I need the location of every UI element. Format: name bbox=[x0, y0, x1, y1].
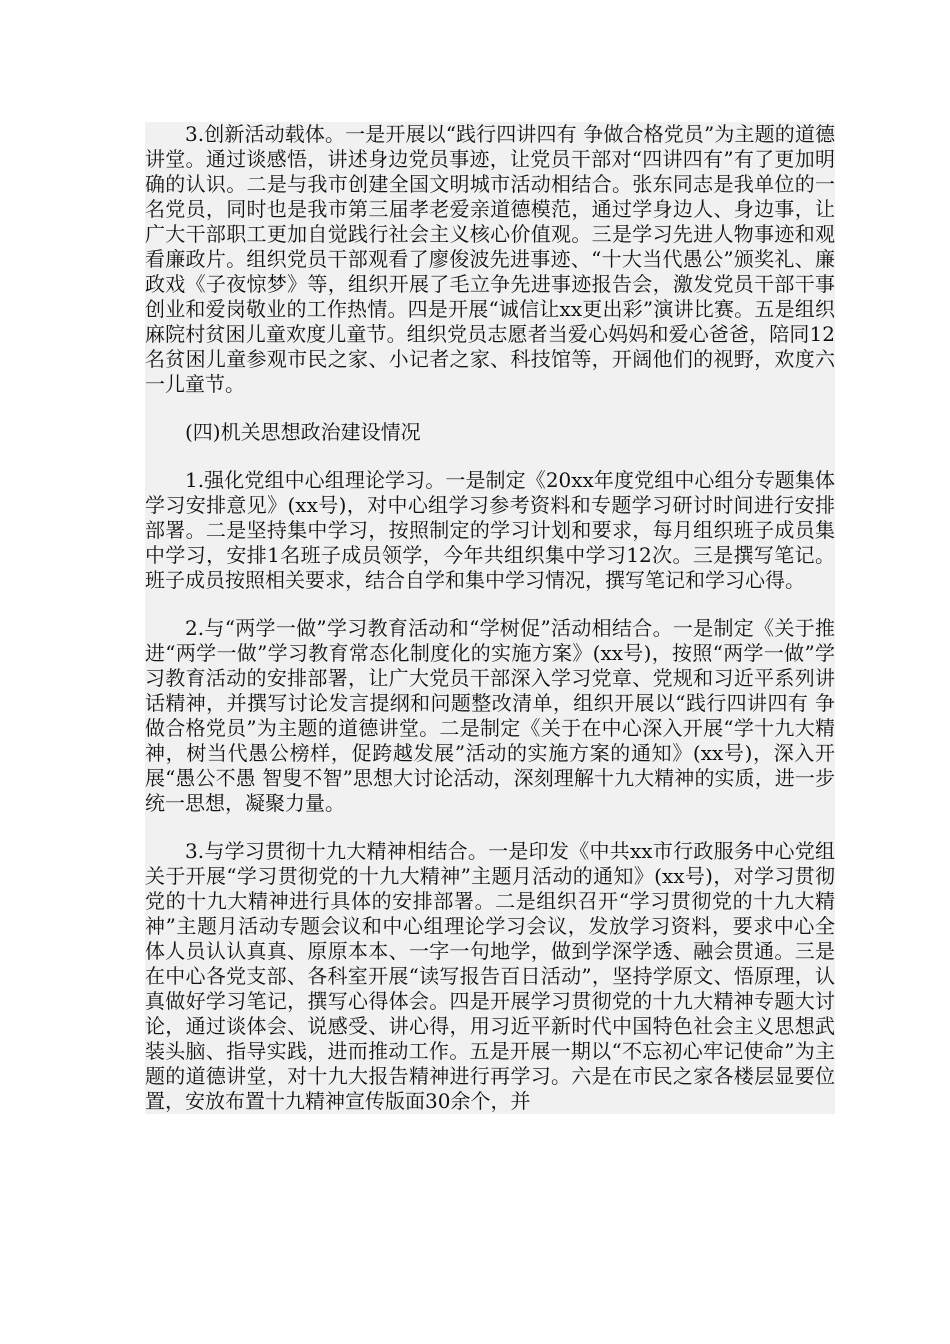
document-body bbox=[145, 122, 835, 1114]
paragraph-spacer bbox=[145, 593, 835, 616]
paragraph-spacer bbox=[145, 445, 835, 468]
paragraph-spacer bbox=[145, 816, 835, 839]
paragraph-theory-study: 1.强化党组中心组理论学习。一是制定《20xx年度党组中心组分专题集体学习安排意见》(xx号)，对中心组学习参考资料和专题学习研讨时间进行安排部署。二是坚持集中学习，按照制定的学习计划和要求，每月组织班子成员集中学习，安排1名班子成员领学，今年共组织集中学习12次。三是撰写笔记。班子成员按照相关要求，结合自学和集中学习情况，撰写笔记和学习心得。 bbox=[145, 468, 835, 592]
paragraph-19th-congress: 3.与学习贯彻十九大精神相结合。一是印发《中共xx市行政服务中心党组关于开展“学习贯彻党的十九大精神”主题月活动的通知》(xx号)，对学习贯彻党的十九大精神进行具体的安排部署。二是组织召开“学习贯彻党的十九大精神”主题月活动专题会议和中心组理论学习会议，发放学习资料，要求中心全体人员认认真真、原原本本、一字一句地学，做到学深学透、融会贯通。三是在中心各党支部、各科室开展“读写报告百日活动”，坚持学原文、悟原理，认真做好学习笔记，撰写心得体会。四是开展学习贯彻党的十九大精神专题大讨论，通过谈体会、说感受、讲心得，用习近平新时代中国特色社会主义思想武装头脑、指导实践，进而推动工作。五是开展一期以“不忘初心牢记使命”为主题的道德讲堂，对十九大报告精神进行再学习。六是在市民之家各楼层显要位置，安放布置十九精神宣传版面30余个，并 bbox=[145, 839, 835, 1113]
paragraph-spacer bbox=[145, 397, 835, 420]
paragraph-two-studies: 2.与“两学一做”学习教育活动和“学树促”活动相结合。一是制定《关于推进“两学一做”学习教育常态化制度化的实施方案》(xx号)，按照“两学一做”学习教育活动的安排部署，让广大党员干部深入学习党章、党规和习近平系列讲话精神，并撰写讨论发言提纲和问题整改清单，组织开展以“践行四讲四有 争做合格党员”为主题的道德讲堂。二是制定《关于在中心深入开展“学十九大精神，树当代愚公榜样，促跨越发展”活动的实施方案的通知》(xx号)，深入开展“愚公不愚 智叟不智”思想大讨论活动，深刻理解十九大精神的实质，进一步统一思想，凝聚力量。 bbox=[145, 616, 835, 815]
section-heading: (四)机关思想政治建设情况 bbox=[185, 420, 421, 444]
paragraph-activity-carriers: 3.创新活动载体。一是开展以“践行四讲四有 争做合格党员”为主题的道德讲堂。通过谈感悟，讲述身边党员事迹，让党员干部对“四讲四有”有了更加明确的认识。二是与我市创建全国文明城市活动相结合。张东同志是我单位的一名党员，同时也是我市第三届孝老爱亲道德模范，通过学身边人、身边事，让广大干部职工更加自觉践行社会主义核心价值观。三是学习先进人物事迹和观看廉政片。组织党员干部观看了廖俊波先进事迹、“十大当代愚公”颁奖礼、廉政戏《子夜惊梦》等，组织开展了毛立争先进事迹报告会，激发党员干部干事创业和爱岗敬业的工作热情。四是开展“诚信让xx更出彩”演讲比赛。五是组织麻院村贫困儿童欢度儿童节。组织党员志愿者当爱心妈妈和爱心爸爸，陪同12名贫困儿童参观市民之家、小记者之家、科技馆等，开阔他们的视野，欢度六一儿童节。 bbox=[145, 122, 835, 396]
